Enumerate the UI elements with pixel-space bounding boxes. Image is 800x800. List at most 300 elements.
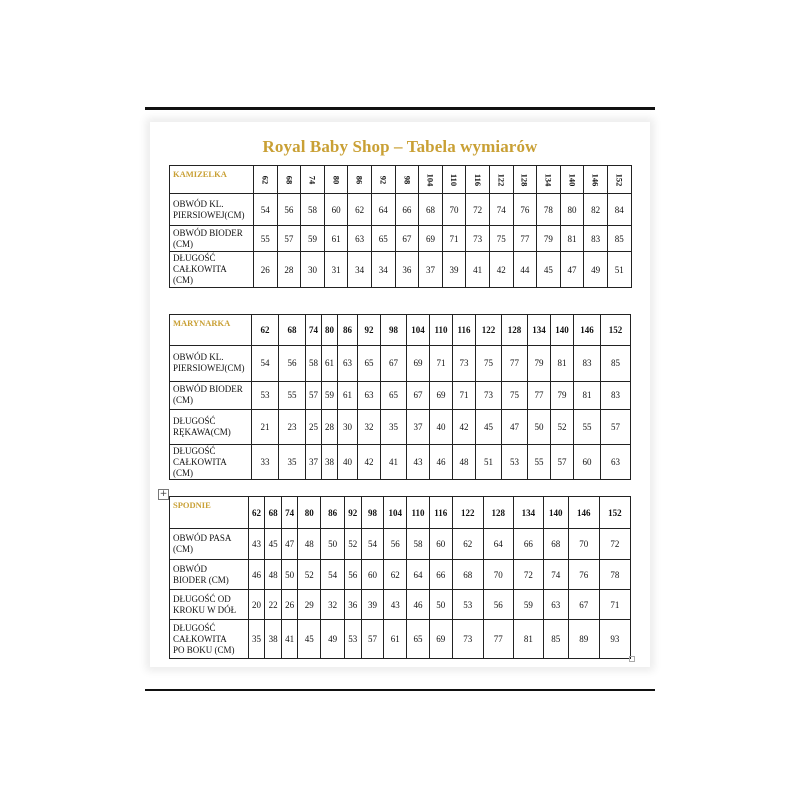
table-cell: 39 (442, 252, 466, 288)
size-label: 152 (608, 507, 622, 518)
size-header (407, 497, 430, 529)
measurement-label-line: (CM) (173, 238, 193, 249)
table-cell: 75 (502, 381, 528, 410)
table-cell: 53 (452, 590, 483, 620)
measurement-label (170, 529, 249, 560)
top-rule (145, 107, 655, 110)
size-label: 104 (411, 324, 425, 335)
table-cell: 54 (254, 194, 278, 226)
table-cell: 33 (252, 445, 279, 480)
table-cell: 50 (429, 590, 452, 620)
size-header (254, 166, 278, 194)
table-cell: 43 (384, 590, 407, 620)
size-header (528, 315, 551, 346)
table-cell: 72 (466, 194, 490, 226)
size-label: 62 (252, 507, 261, 518)
table-cell: 81 (513, 620, 543, 659)
measurement-label-line: OBWÓD BIODER (173, 384, 243, 395)
table-cell: 76 (568, 560, 599, 590)
size-header (265, 497, 282, 529)
table-cell: 62 (452, 529, 483, 560)
table-cell: 79 (537, 226, 561, 252)
size-header (430, 315, 453, 346)
table-row (170, 620, 631, 659)
table-cell: 56 (384, 529, 407, 560)
measurement-label (170, 445, 252, 480)
table-cell: 52 (345, 529, 362, 560)
table-cell: 55 (254, 226, 278, 252)
size-header (395, 166, 419, 194)
size-header (279, 315, 306, 346)
table-cell: 26 (281, 590, 298, 620)
measurement-label-line: DŁUGOŚĆ (173, 416, 216, 427)
size-header (338, 315, 358, 346)
table-cell: 71 (453, 381, 476, 410)
table-cell: 59 (322, 381, 338, 410)
table-cell: 65 (381, 381, 407, 410)
size-label: 98 (389, 324, 398, 335)
table-row (170, 345, 631, 381)
table-cell: 52 (551, 410, 574, 445)
size-label: 134 (532, 324, 546, 335)
measurement-label-line: (CM) (173, 275, 193, 285)
size-label: 92 (378, 175, 389, 184)
size-header (513, 497, 543, 529)
table-cell: 59 (513, 590, 543, 620)
bottom-rule (145, 689, 655, 691)
size-header (502, 315, 528, 346)
table-cell: 29 (298, 590, 321, 620)
table-cell: 42 (358, 445, 381, 480)
table-cell: 71 (430, 345, 453, 381)
table-cell: 23 (279, 410, 306, 445)
size-header (407, 315, 430, 346)
size-label: 80 (325, 324, 334, 335)
table-cell: 56 (279, 345, 306, 381)
table-cell: 36 (345, 590, 362, 620)
table-cell: 77 (528, 381, 551, 410)
table-cell: 60 (324, 194, 348, 226)
size-header (358, 315, 381, 346)
size-header (248, 497, 265, 529)
section-title: MARYNARKA (170, 315, 252, 346)
table-cell: 41 (381, 445, 407, 480)
size-label: 116 (472, 173, 483, 186)
measurement-label-line: (CM) (173, 395, 193, 406)
table-cell: 58 (407, 529, 430, 560)
table-cell: 69 (407, 345, 430, 381)
table-cell: 28 (322, 410, 338, 445)
table-cell: 78 (599, 560, 630, 590)
size-header (476, 315, 502, 346)
table-cell: 55 (279, 381, 306, 410)
table-cell: 81 (574, 381, 601, 410)
size-label: 128 (491, 507, 506, 518)
measurement-label-line: (CM) (173, 544, 193, 554)
table-cell: 40 (338, 445, 358, 480)
table-row (170, 381, 631, 410)
size-label: 122 (460, 507, 475, 518)
size-label: 146 (590, 173, 601, 186)
table-cell: 45 (298, 620, 321, 659)
size-label: 104 (388, 507, 402, 518)
table-cell: 47 (502, 410, 528, 445)
size-label: 134 (543, 173, 554, 186)
table-cell: 74 (489, 194, 513, 226)
table-cell: 43 (248, 529, 265, 560)
size-header (537, 166, 561, 194)
table-cell: 41 (466, 252, 490, 288)
table-cell: 22 (265, 590, 282, 620)
table-cell: 61 (322, 345, 338, 381)
size-header (584, 166, 608, 194)
table-cell: 58 (306, 345, 322, 381)
table-cell: 36 (395, 252, 419, 288)
table-cell: 64 (483, 529, 513, 560)
table-cell: 79 (528, 345, 551, 381)
table-cell: 42 (453, 410, 476, 445)
table-header-row (170, 166, 632, 194)
table-row (170, 529, 631, 560)
table-cell: 50 (281, 560, 298, 590)
table-cell: 83 (601, 381, 631, 410)
table-cell: 45 (265, 529, 282, 560)
measurement-label (170, 226, 254, 252)
table-header-row (170, 497, 631, 529)
size-header (348, 166, 372, 194)
table-cell: 53 (345, 620, 362, 659)
size-header (321, 497, 345, 529)
table-cell: 64 (371, 194, 395, 226)
size-label: 122 (481, 324, 496, 335)
table-cell: 56 (483, 590, 513, 620)
size-header (322, 315, 338, 346)
table-cell: 85 (543, 620, 568, 659)
table-cell: 54 (252, 345, 279, 381)
table-cell: 56 (345, 560, 362, 590)
table-cell: 68 (419, 194, 443, 226)
table-cell: 81 (560, 226, 584, 252)
table-row (170, 560, 631, 590)
size-label: 104 (425, 173, 436, 186)
section-title: SPODNIE (170, 497, 249, 529)
table-cell: 66 (395, 194, 419, 226)
table-cell: 70 (442, 194, 466, 226)
table-cell: 21 (252, 410, 279, 445)
table-cell: 35 (279, 445, 306, 480)
table-cell: 80 (560, 194, 584, 226)
table-row (170, 590, 631, 620)
table-cell: 73 (452, 620, 483, 659)
table-cell: 48 (453, 445, 476, 480)
measurement-label (170, 620, 249, 659)
size-label: 80 (331, 175, 342, 184)
size-label: 92 (364, 324, 374, 335)
size-header (361, 497, 384, 529)
size-header (489, 166, 513, 194)
table-cell: 47 (560, 252, 584, 288)
table-cell: 64 (407, 560, 430, 590)
measurement-label (170, 345, 252, 381)
table-cell: 41 (281, 620, 298, 659)
table-cell: 67 (395, 226, 419, 252)
table-cell: 66 (429, 560, 452, 590)
table-cell: 93 (599, 620, 630, 659)
table-cell: 55 (574, 410, 601, 445)
table-cell: 77 (483, 620, 513, 659)
table-cell: 68 (452, 560, 483, 590)
table-cell: 77 (513, 226, 537, 252)
size-label: 74 (307, 175, 318, 184)
table-cell: 63 (348, 226, 372, 252)
table-cell: 73 (453, 345, 476, 381)
size-header (381, 315, 407, 346)
size-label: 128 (519, 173, 530, 186)
table-cell: 69 (419, 226, 443, 252)
table-cell: 57 (361, 620, 384, 659)
size-header (452, 497, 483, 529)
table-cell: 50 (528, 410, 551, 445)
size-label: 86 (328, 507, 338, 518)
size-header (453, 315, 476, 346)
size-header (513, 166, 537, 194)
size-label: 152 (608, 324, 623, 335)
measurement-label-line: (CM) (173, 467, 193, 478)
table-cell: 46 (407, 590, 430, 620)
measurement-label (170, 410, 252, 445)
size-header (568, 497, 599, 529)
table-cell: 54 (321, 560, 345, 590)
measurement-label-line: OBWÓD KL. (173, 352, 224, 363)
size-header (281, 497, 298, 529)
table-cell: 61 (338, 381, 358, 410)
table-cell: 52 (298, 560, 321, 590)
size-label: 140 (567, 173, 578, 186)
table-cell: 20 (248, 590, 265, 620)
page-title: Royal Baby Shop – Tabela wymiarów (262, 137, 538, 156)
section-title: KAMIZELKA (170, 166, 254, 194)
size-header (419, 166, 443, 194)
measurement-label-line: PIERSIOWEJ(CM) (173, 363, 245, 374)
size-label: 68 (268, 507, 278, 518)
table-cell: 62 (348, 194, 372, 226)
table-cell: 63 (601, 445, 631, 480)
table-cell: 67 (407, 381, 430, 410)
table-cell: 51 (476, 445, 502, 480)
size-header (345, 497, 362, 529)
measurement-label-line: CAŁKOWITA (173, 264, 227, 274)
table-row (170, 410, 631, 445)
size-label: 122 (496, 173, 507, 186)
table-cell: 26 (254, 252, 278, 288)
measurement-label-line: OBWÓD PASA (173, 533, 232, 543)
table-cell: 72 (599, 529, 630, 560)
table-cell: 83 (574, 345, 601, 381)
size-label: 116 (457, 324, 471, 335)
table-cell: 25 (306, 410, 322, 445)
size-header (543, 497, 568, 529)
table-cell: 54 (361, 529, 384, 560)
size-header (324, 166, 348, 194)
table-cell: 57 (306, 381, 322, 410)
size-header (551, 315, 574, 346)
measurement-label (170, 560, 249, 590)
table-cell: 69 (430, 381, 453, 410)
table-cell: 69 (429, 620, 452, 659)
table-cell: 45 (476, 410, 502, 445)
table-cell: 45 (537, 252, 561, 288)
table-cell: 49 (321, 620, 345, 659)
table-move-handle-icon[interactable]: + (159, 489, 168, 499)
table-cell: 62 (384, 560, 407, 590)
measurement-label (170, 590, 249, 620)
table-cell: 46 (248, 560, 265, 590)
size-label: 110 (434, 324, 448, 335)
table-cell: 48 (298, 529, 321, 560)
size-label: 62 (260, 324, 270, 335)
table-cell: 38 (265, 620, 282, 659)
measurement-label-line: CAŁKOWITA (173, 633, 227, 644)
size-table-kamizelka (169, 165, 632, 288)
size-label: 140 (555, 324, 569, 335)
size-label: 98 (401, 175, 412, 184)
table-cell: 44 (513, 252, 537, 288)
measurement-label-line: PIERSIOWEJ(CM) (173, 209, 245, 220)
table-cell: 58 (301, 194, 325, 226)
table-cell: 60 (574, 445, 601, 480)
size-label: 152 (614, 173, 625, 186)
size-table-marynarka (169, 314, 631, 480)
table-cell: 71 (442, 226, 466, 252)
measurement-label-line: OBWÓD (173, 563, 207, 574)
table-cell: 53 (502, 445, 528, 480)
table-cell: 71 (599, 590, 630, 620)
table-row (170, 194, 632, 226)
table-cell: 55 (528, 445, 551, 480)
size-label: 140 (549, 507, 563, 518)
table-cell: 50 (321, 529, 345, 560)
size-header (607, 166, 631, 194)
table-cell: 59 (301, 226, 325, 252)
table-cell: 57 (601, 410, 631, 445)
table-cell: 30 (301, 252, 325, 288)
table-cell: 63 (338, 345, 358, 381)
table-cell: 31 (324, 252, 348, 288)
table-cell: 85 (607, 226, 631, 252)
table-cell: 57 (277, 226, 301, 252)
table-cell: 37 (419, 252, 443, 288)
size-header (306, 315, 322, 346)
table-cell: 42 (489, 252, 513, 288)
table-row (170, 252, 632, 288)
table-cell: 61 (384, 620, 407, 659)
table-cell: 49 (584, 252, 608, 288)
table-cell: 66 (513, 529, 543, 560)
size-label: 128 (507, 324, 522, 335)
table-row (170, 445, 631, 480)
size-header (277, 166, 301, 194)
table-cell: 35 (381, 410, 407, 445)
table-cell: 46 (430, 445, 453, 480)
table-cell: 85 (601, 345, 631, 381)
size-header (574, 315, 601, 346)
table-cell: 28 (277, 252, 301, 288)
table-cell: 68 (543, 529, 568, 560)
table-row (170, 226, 632, 252)
table-cell: 70 (483, 560, 513, 590)
table-cell: 48 (265, 560, 282, 590)
size-label: 146 (576, 507, 591, 518)
table-cell: 34 (348, 252, 372, 288)
table-cell: 65 (358, 345, 381, 381)
table-cell: 57 (551, 445, 574, 480)
table-cell: 47 (281, 529, 298, 560)
table-cell: 67 (381, 345, 407, 381)
measurement-label (170, 381, 252, 410)
measurement-label-line: KROKU W DÓŁ (173, 604, 237, 615)
table-cell: 63 (543, 590, 568, 620)
table-cell: 81 (551, 345, 574, 381)
table-cell: 65 (407, 620, 430, 659)
table-cell: 32 (321, 590, 345, 620)
table-cell: 38 (322, 445, 338, 480)
table-cell: 63 (358, 381, 381, 410)
size-label: 68 (287, 324, 297, 335)
size-table-spodnie (169, 496, 631, 659)
size-label: 74 (309, 324, 318, 335)
size-label: 92 (348, 507, 358, 518)
table-cell: 70 (568, 529, 599, 560)
measurement-label-line: BIODER (CM) (173, 574, 229, 585)
table-cell: 75 (476, 345, 502, 381)
table-cell: 73 (476, 381, 502, 410)
size-label: 86 (354, 175, 365, 184)
size-label: 68 (283, 175, 294, 184)
table-cell: 72 (513, 560, 543, 590)
table-cell: 61 (324, 226, 348, 252)
size-header (442, 166, 466, 194)
measurement-label-line: DŁUGOŚĆ (173, 253, 216, 263)
table-cell: 53 (252, 381, 279, 410)
table-cell: 51 (607, 252, 631, 288)
table-cell: 35 (248, 620, 265, 659)
resize-handle[interactable] (629, 656, 635, 662)
size-label: 74 (285, 507, 295, 518)
size-header (599, 497, 630, 529)
size-label: 110 (411, 507, 425, 518)
measurement-label-line: RĘKAWA(CM) (173, 427, 231, 438)
table-cell: 73 (466, 226, 490, 252)
measurement-label-line: CAŁKOWITA (173, 456, 227, 467)
measurement-label (170, 194, 254, 226)
table-cell: 30 (338, 410, 358, 445)
table-cell: 56 (277, 194, 301, 226)
size-label: 110 (449, 173, 460, 186)
size-label: 116 (434, 507, 448, 518)
table-cell: 65 (371, 226, 395, 252)
size-header (466, 166, 490, 194)
table-cell: 60 (429, 529, 452, 560)
size-header (301, 166, 325, 194)
table-cell: 60 (361, 560, 384, 590)
size-header (371, 166, 395, 194)
size-label: 146 (580, 324, 594, 335)
table-cell: 77 (502, 345, 528, 381)
table-cell: 39 (361, 590, 384, 620)
table-cell: 89 (568, 620, 599, 659)
measurement-label-line: OBWÓD BIODER (173, 227, 243, 238)
size-header (252, 315, 279, 346)
